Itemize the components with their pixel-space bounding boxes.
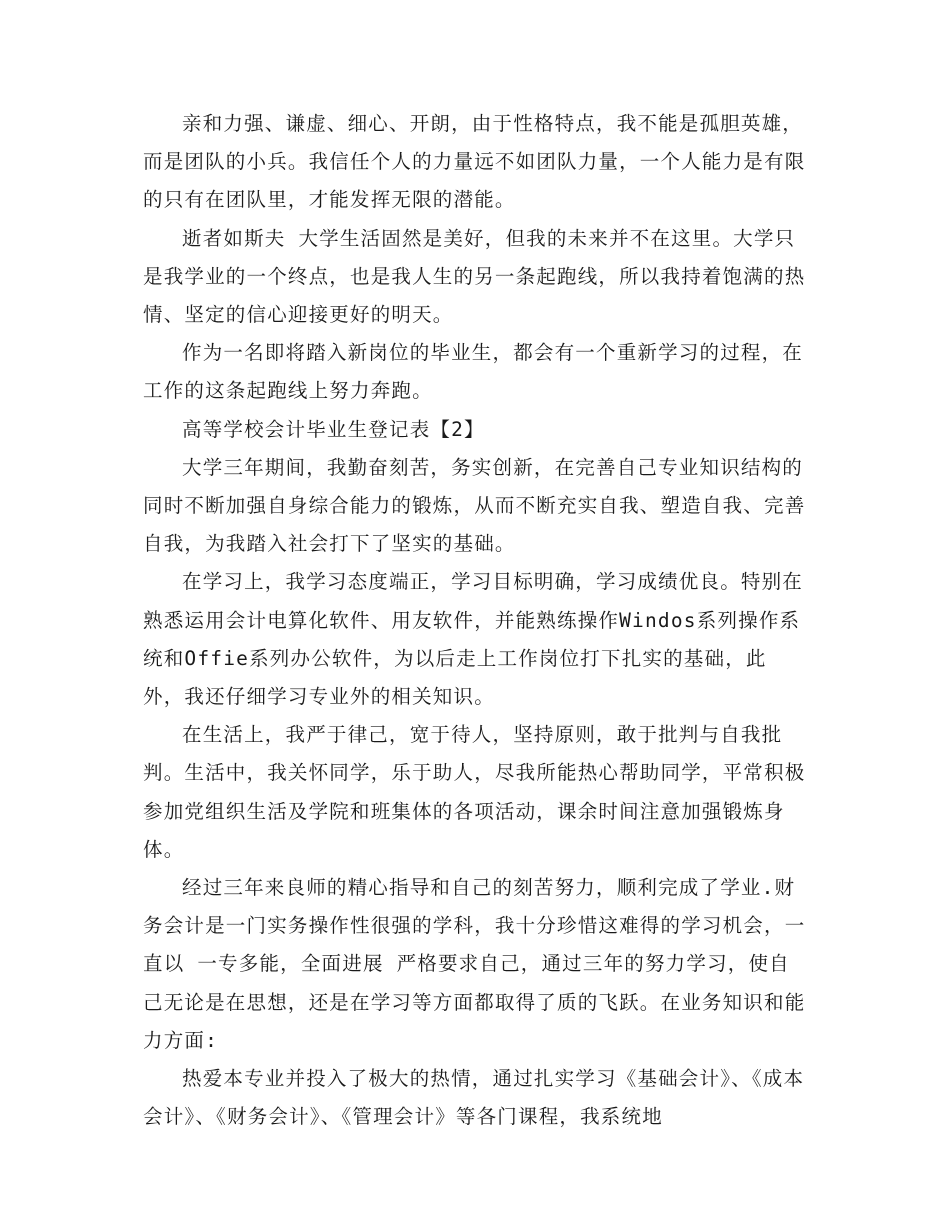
document-body	[143, 105, 807, 1136]
paragraph-new-position: 作为一名即将踏入新岗位的毕业生，都会有一个重新学习的过程，在工作的这条起跑线上努力奔跑。	[143, 341, 804, 403]
section-heading: 高等学校会计毕业生登记表【2】	[182, 417, 485, 441]
paragraph-courses: 热爱本专业并投入了极大的热情，通过扎实学习《基础会计》、《成本会计》、《财务会计》、《管理会计》等各门课程，我系统地	[143, 1067, 805, 1129]
paragraph-future: 逝者如斯夫 大学生活固然是美好，但我的未来并不在这里。大学只是我学业的一个终点，也是我人生的另一条起跑线，所以我持着饱满的热情、坚定的信心迎接更好的明天。	[143, 226, 806, 327]
paragraph-three-years: 大学三年期间，我勤奋刻苦，务实创新，在完善自己专业知识结构的同时不断加强自身综合能力的锻炼，从而不断充实自我、塑造自我、完善自我，为我踏入社会打下了坚实的基础。	[143, 455, 806, 556]
paragraph-life: 在生活上，我严于律己，宽于待人，坚持原则，敢于批判与自我批判。生活中，我关怀同学，乐于助人，尽我所能热心帮助同学，平常积极参加党组织生活及学院和班集体的各项活动，课余时间注意加强锻炼身体。	[143, 723, 806, 861]
paragraph-personality: 亲和力强、谦虚、细心、开朗，由于性格特点，我不能是孤胆英雄，而是团队的小兵。我信任个人的力量远不如团队力量，一个人能力是有限的只有在团队里，才能发挥无限的潜能。	[143, 112, 806, 212]
paragraph-achievement: 经过三年来良师的精心指导和自己的刻苦努力，顺利完成了学业.财务会计是一门实务操作性很强的学科，我十分珍惜这难得的学习机会，一直以 一专多能，全面进展 严格要求自己，通过三年的努力学习，使自己无论是在思想，还是在学习等方面都取得了质的飞跃。在业务知识和能力方面:	[143, 876, 806, 1052]
paragraph-study: 在学习上，我学习态度端正，学习目标明确，学习成绩优良。特别在熟悉运用会计电算化软件、用友软件，并能熟练操作Windos系列操作系统和Offie系列办公软件，为以后走上工作岗位打下扎实的基础，此外，我还仔细学习专业外的相关知识。	[143, 570, 804, 709]
